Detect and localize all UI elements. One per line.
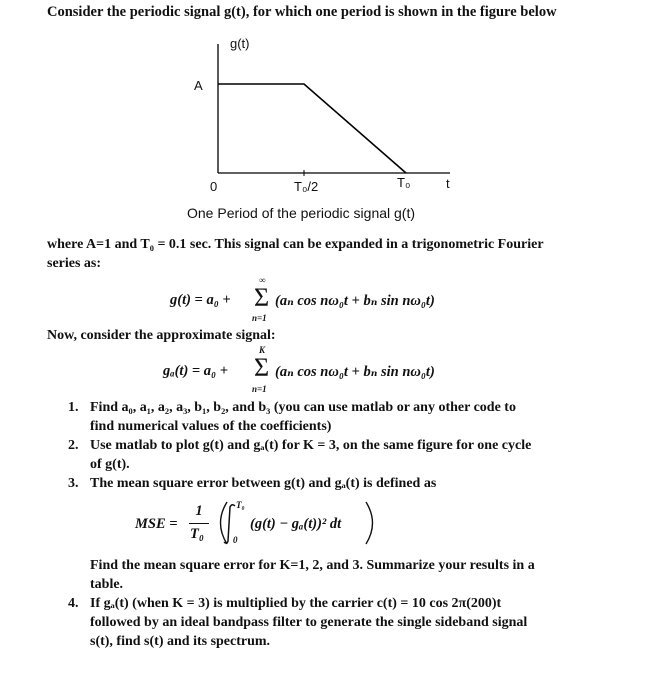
item-2-line1: Use matlab to plot g(t) and gₐ(t) for K = 3, on the same figure for one cycle <box>90 438 532 453</box>
item-number: 3. <box>68 476 79 491</box>
item-3-continuation <box>68 556 628 594</box>
mse-fraction-denominator: T₀ <box>190 526 204 542</box>
series-sum-lower: n=1 <box>252 313 267 323</box>
item-1-line1: Find a₀, a₁, a₂, a₃, b₁, b₂, and b₃ (you can use matlab or any other code to <box>90 400 516 415</box>
approx-intro: Now, consider the approximate signal: <box>47 328 276 343</box>
y-axis-label: g(t) <box>230 36 250 51</box>
list-item-3 <box>68 474 628 493</box>
signal-waveform <box>218 84 406 173</box>
summation-icon: Σ <box>254 283 270 312</box>
fraction-bar <box>189 523 209 524</box>
item-number: 2. <box>68 438 79 453</box>
approx-sum-lower: n=1 <box>252 384 267 394</box>
approx-sum-upper: K <box>259 345 266 355</box>
where-text-line1: where A=1 and T₀ = 0.1 sec. This signal can be expanded in a trigonometric Fourier <box>47 237 544 252</box>
time-axis-label: t <box>446 176 450 191</box>
signal-figure <box>180 36 480 204</box>
intro-text: Consider the periodic signal g(t), for which one period is shown in the figure below <box>47 4 557 20</box>
summation-icon: Σ <box>254 353 270 382</box>
figure-caption: One Period of the periodic signal g(t) <box>187 205 416 221</box>
series-sum-upper: ∞ <box>259 275 266 285</box>
series-equation-lhs: g(t) = a₀ + <box>170 292 231 308</box>
period-label: T₀ <box>397 175 411 190</box>
list-item-1 <box>68 398 628 436</box>
item-2-line2: of g(t). <box>90 457 130 472</box>
item-1-line2: find numerical values of the coefficients) <box>90 419 332 434</box>
right-paren-icon <box>363 500 379 546</box>
item-3-after2: table. <box>90 577 124 592</box>
where-text-line2: series as: <box>47 256 102 271</box>
mse-integral-lower: 0 <box>233 535 238 545</box>
signal-plot <box>180 36 480 204</box>
item-number: 1. <box>68 400 79 415</box>
item-3-line1: The mean square error between g(t) and gₐ(t) is defined as <box>90 476 437 491</box>
mse-integrand: (g(t) − gₐ(t))² dt <box>250 516 342 532</box>
approx-equation-rhs: (aₙ cos nω₀t + bₙ sin nω₀t) <box>275 364 435 380</box>
approx-equation-lhs: gₐ(t) = a₀ + <box>163 363 228 379</box>
item-4-line1: If gₐ(t) (when K = 3) is multiplied by the carrier c(t) = 10 cos 2π(200)t <box>90 596 502 611</box>
item-number: 4. <box>68 596 79 611</box>
list-item-2 <box>68 436 628 474</box>
item-4-line2: followed by an ideal bandpass filter to generate the single sideband signal <box>90 615 528 630</box>
origin-label: 0 <box>210 179 218 194</box>
mse-fraction-numerator: 1 <box>195 503 203 519</box>
series-equation-rhs: (aₙ cos nω₀t + bₙ sin nω₀t) <box>275 293 435 309</box>
item-4-line3: s(t), find s(t) and its spectrum. <box>90 634 271 649</box>
mse-integral-upper: T₀ <box>236 500 245 510</box>
list-item-4 <box>68 594 628 651</box>
item-3-after1: Find the mean square error for K=1, 2, and 3. Summarize your results in a <box>90 558 535 573</box>
half-period-label: T₀/2 <box>294 179 319 194</box>
mse-lhs: MSE = <box>135 516 178 532</box>
amplitude-label: A <box>194 78 203 93</box>
